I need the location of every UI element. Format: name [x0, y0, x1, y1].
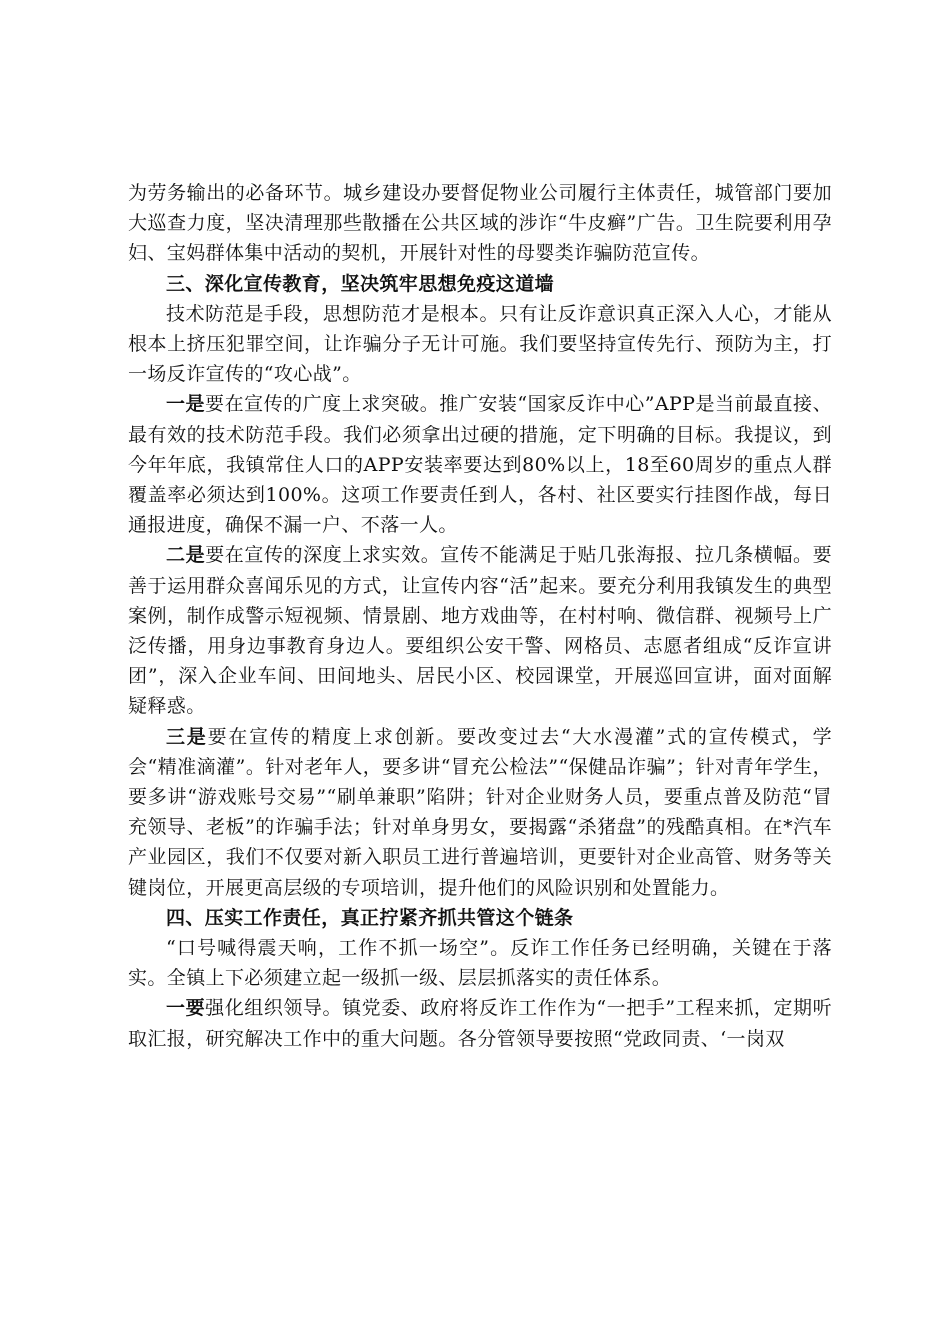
paragraph-body: 要在宣传的精度上求创新。要改变过去“大水漫灌”式的宣传模式，学会“精准滴灌”。针对老年人，要多讲“冒充公检法”“保健品诈骗”；针对青年学生，要多讲“游戏账号交易”“刷单兼职”陷阱；针对企业财务人员，要重点普及防范“冒充领导、老板”的诈骗手法；针对单身男女，要揭露“杀猪盘”的残酷真相。在*汽车产业园区，我们不仅要对新入职员工进行普遍培训，更要针对企业高管、财务等关键岗位，开展更高层级的专项培训，提升他们的风险识别和处置能力。 [128, 725, 832, 899]
paragraph-lead: 二是 [166, 544, 206, 567]
paragraph-requirement-1 [128, 993, 832, 1053]
paragraph-continuation: 为劳务输出的必备环节。城乡建设办要督促物业公司履行主体责任，城管部门要加大巡查力度，坚决清理那些散播在公共区域的涉诈“牛皮癣”广告。卫生院要利用孕妇、宝妈群体集中活动的契机，开展针对性的母婴类诈骗防范宣传。 [128, 182, 832, 265]
paragraph-lead: 一是 [166, 393, 206, 416]
paragraph-body: 强化组织领导。镇党委、政府将反诈工作作为“一把手”工程来抓，定期听取汇报，研究解决工作中的重大问题。各分管领导要按照“党政同责、‘一岗双 [128, 997, 832, 1050]
section-heading-4: 四、压实工作责任，真正拧紧齐抓共管这个链条 [166, 906, 574, 929]
paragraph-point-3 [128, 722, 832, 903]
paragraph-body: 要在宣传的广度上求突破。推广安装“国家反诈中心”APP是当前最直接、最有效的技术防范手段。我们必须拿出过硬的措施，定下明确的目标。我提议，到今年年底，我镇常住人口的APP安装率要达到80%以上，18至60周岁的重点人群覆盖率必须达到100%。这项工作要责任到人，各村、社区要实行挂图作战，每日通报进度，确保不漏一户、不落一人。 [128, 393, 832, 537]
paragraph-intro-3: 技术防范是手段，思想防范才是根本。只有让反诈意识真正深入人心，才能从根本上挤压犯罪空间，让诈骗分子无计可施。我们要坚持宣传先行、预防为主，打一场反诈宣传的“攻心战”。 [128, 302, 832, 386]
paragraph-lead: 三是 [166, 725, 208, 748]
paragraph-body: 要在宣传的深度上求实效。宣传不能满足于贴几张海报、拉几条横幅。要善于运用群众喜闻乐见的方式，让宣传内容“活”起来。要充分利用我镇发生的典型案例，制作成警示短视频、情景剧、地方戏曲等，在村村响、微信群、视频号上广泛传播，用身边事教育身边人。要组织公安干警、网格员、志愿者组成“反诈宣讲团”，深入企业车间、田间地头、居民小区、校园课堂，开展巡回宣讲，面对面解疑释惑。 [128, 544, 832, 718]
paragraph-intro-4: “口号喊得震天响，工作不抓一场空”。反诈工作任务已经明确，关键在于落实。全镇上下必须建立起一级抓一级、层层抓落实的责任体系。 [128, 937, 832, 990]
paragraph-point-1 [128, 389, 832, 540]
paragraph-lead: 一要 [166, 997, 206, 1020]
document-body [128, 178, 832, 1054]
paragraph-point-2 [128, 540, 832, 721]
section-heading-3: 三、深化宣传教育，坚决筑牢思想免疫这道墙 [166, 272, 555, 295]
